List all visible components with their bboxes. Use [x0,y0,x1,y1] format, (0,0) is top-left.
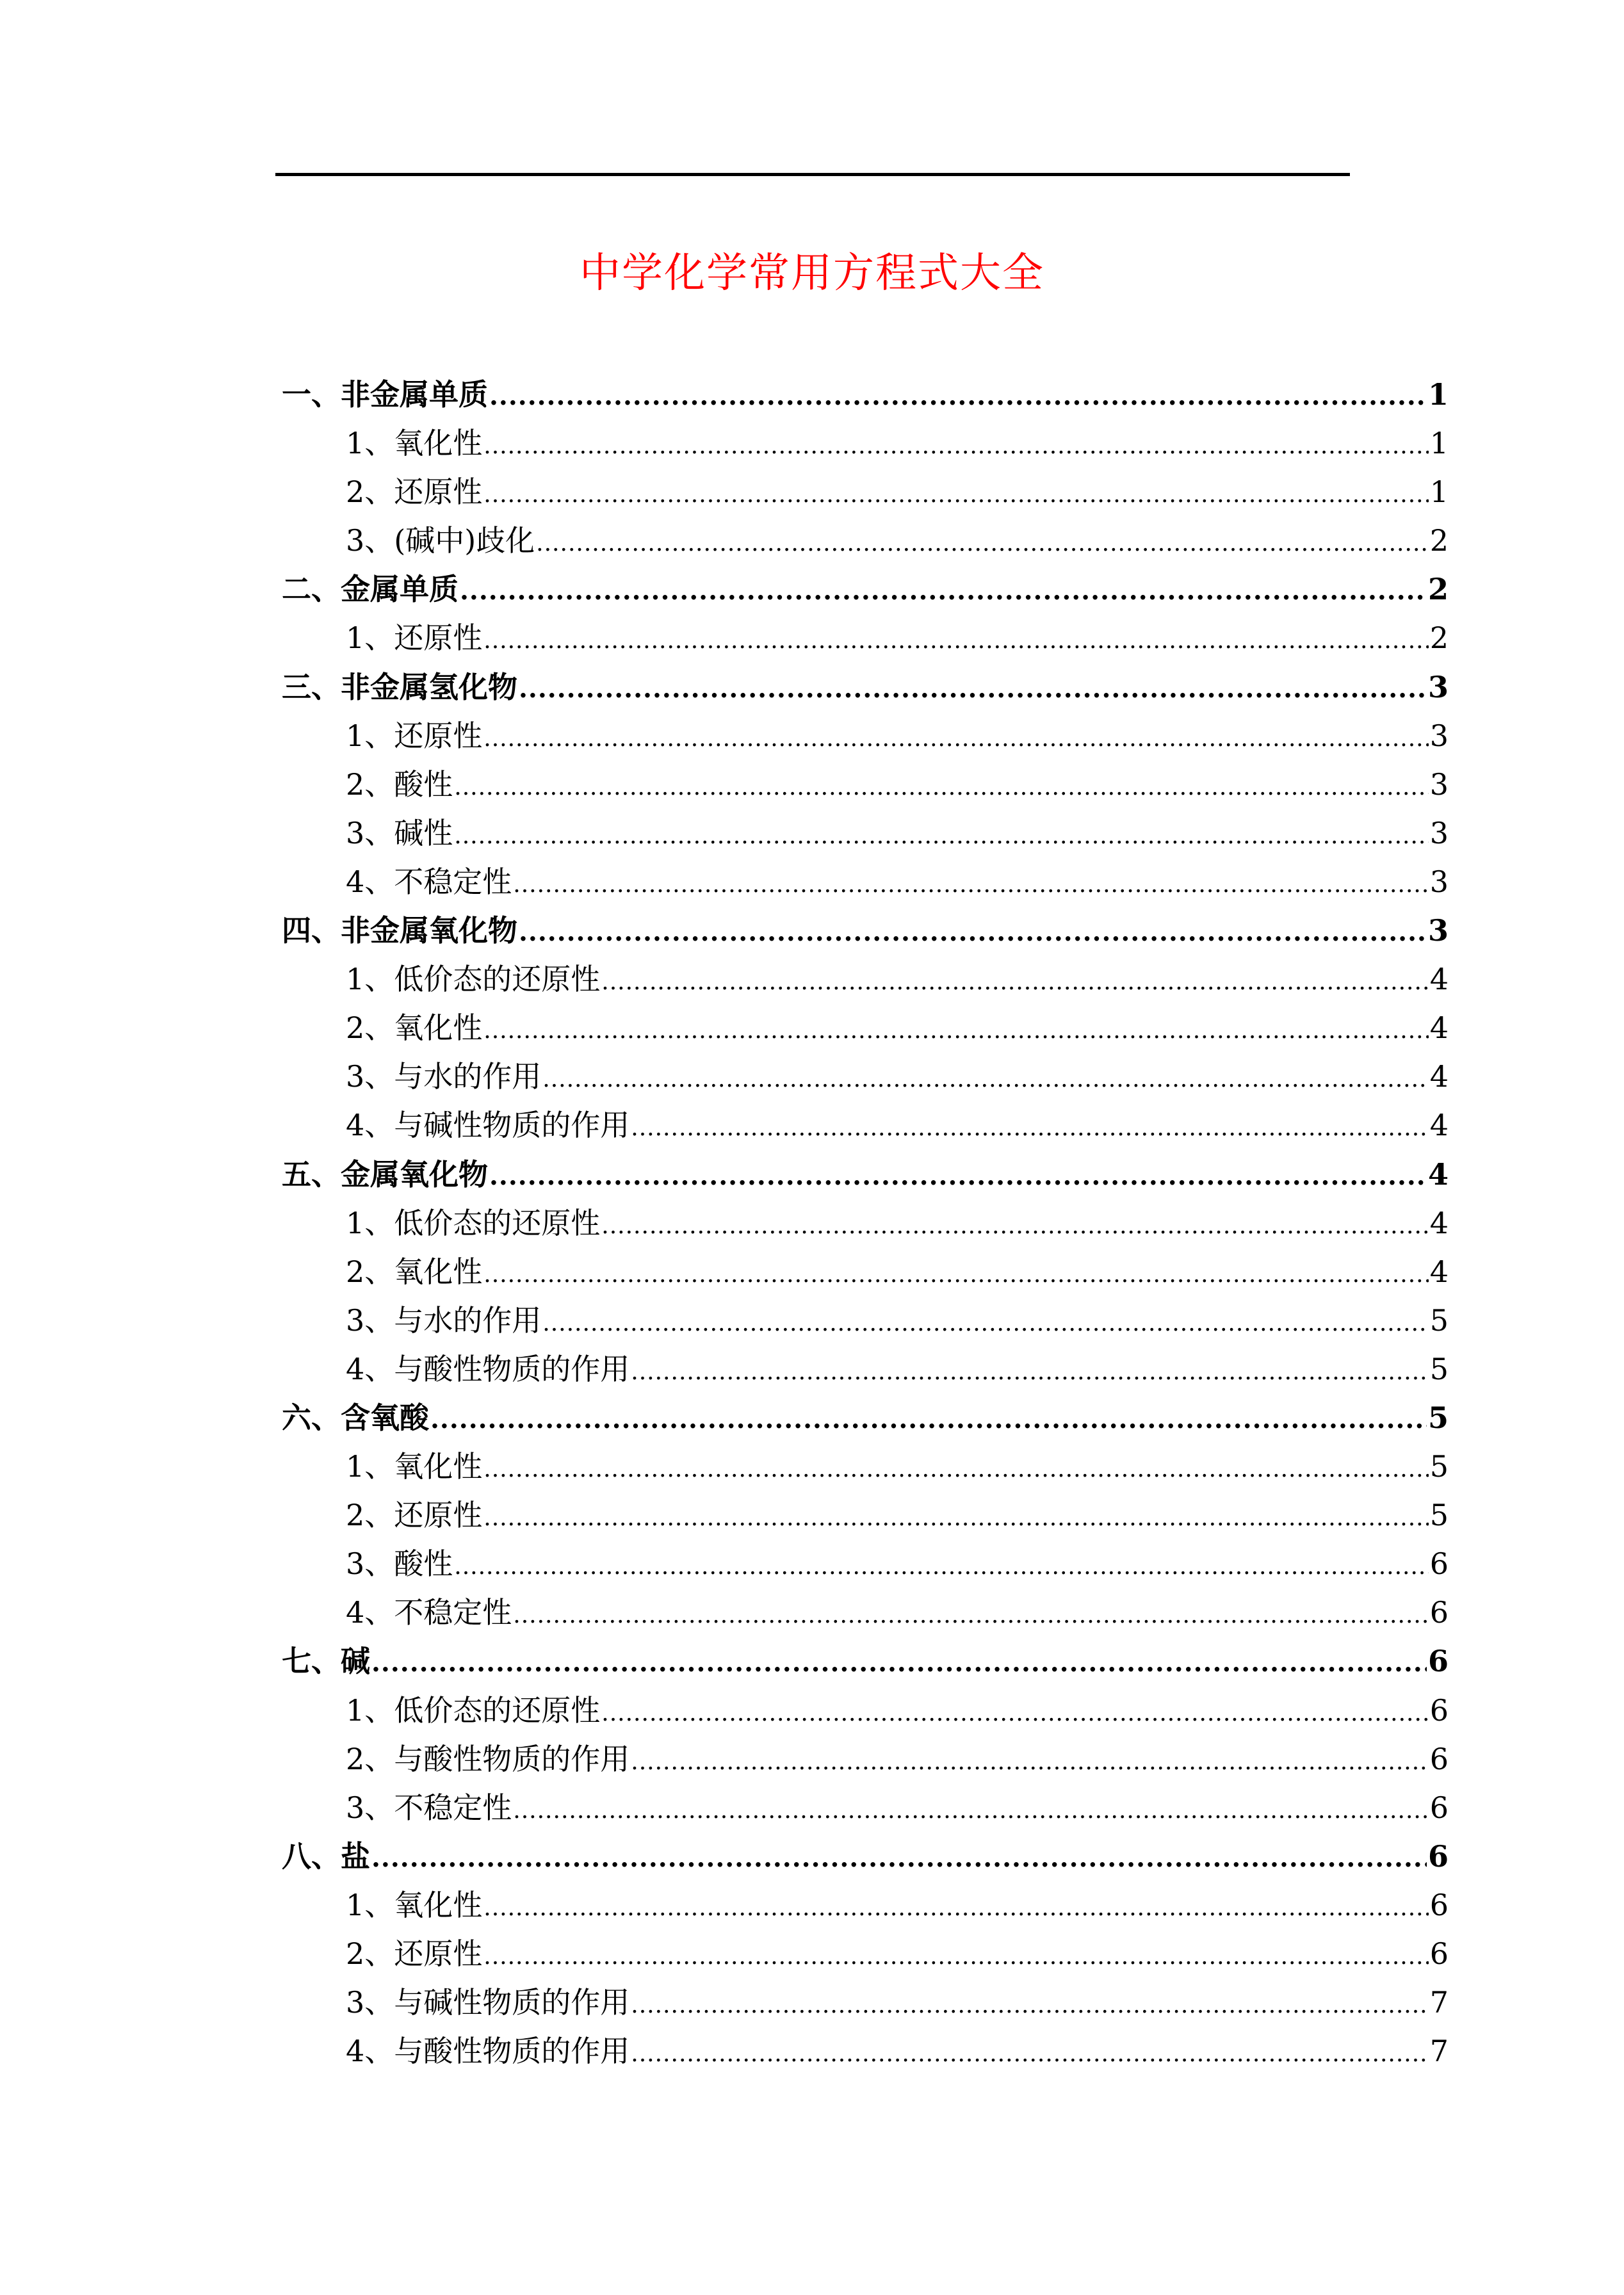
toc-page-number: 7 [1429,2034,1449,2069]
toc-page-number: 2 [1427,572,1449,607]
toc-section-entry[interactable] [282,370,1449,419]
toc-section-entry[interactable] [282,1393,1449,1442]
toc-entry-label: 八、盐 [282,1838,370,1874]
toc-subsection-entry[interactable] [282,419,1449,467]
toc-page-number: 4 [1429,1108,1449,1143]
toc-dot-leader [631,1738,1428,1787]
toc-dot-leader [631,2030,1428,2079]
toc-page-number: 3 [1427,669,1449,704]
toc-dot-leader [454,812,1428,861]
toc-section-entry[interactable] [282,1832,1449,1881]
toc-dot-leader [483,715,1428,763]
toc-section-entry[interactable] [282,565,1449,613]
toc-entry-label: 3、酸性 [346,1546,453,1582]
toc-subsection-entry[interactable] [282,1101,1449,1149]
toc-entry-label: 4、不稳定性 [346,1595,512,1630]
toc-entry-label: 三、非金属氢化物 [282,669,517,704]
toc-page-number: 6 [1429,1790,1449,1825]
toc-entry-label: 2、酸性 [346,766,453,802]
toc-dot-leader [483,1251,1428,1299]
toc-entry-label: 2、还原性 [346,474,483,510]
toc-page-number: 4 [1429,1059,1449,1094]
toc-subsection-entry[interactable] [282,1247,1449,1296]
toc-dot-leader [519,665,1427,713]
toc-subsection-entry[interactable] [282,809,1449,857]
toc-entry-label: 1、还原性 [346,718,483,753]
toc-page-number: 3 [1429,815,1449,850]
toc-page-number: 4 [1429,1010,1449,1046]
toc-page-number: 4 [1429,962,1449,997]
toc-dot-leader [483,1445,1428,1494]
toc-page-number: 3 [1429,766,1449,802]
toc-subsection-entry[interactable] [282,1539,1449,1588]
toc-subsection-entry[interactable] [282,1345,1449,1393]
toc-page-number: 5 [1427,1400,1449,1435]
toc-dot-leader [601,958,1428,1007]
toc-dot-leader [483,1494,1428,1543]
toc-page-number: 2 [1429,620,1449,656]
toc-dot-leader [483,1933,1428,1981]
toc-dot-leader [542,1055,1428,1104]
toc-dot-leader [489,372,1427,421]
toc-page-number: 6 [1429,1692,1449,1728]
toc-dot-leader [460,567,1427,615]
toc-subsection-entry[interactable] [282,1978,1449,2027]
toc-subsection-entry[interactable] [282,1881,1449,1929]
toc-dot-leader [601,1689,1428,1738]
toc-page-number: 5 [1429,1449,1449,1484]
toc-page-number: 5 [1429,1302,1449,1338]
toc-page-number: 1 [1429,474,1449,510]
toc-page-number: 3 [1429,864,1449,899]
toc-subsection-entry[interactable] [282,1735,1449,1783]
toc-entry-label: 一、非金属单质 [282,377,488,412]
toc-entry-label: 3、与碱性物质的作用 [346,1985,630,2020]
toc-page-number: 3 [1427,913,1449,948]
toc-subsection-entry[interactable] [282,711,1449,760]
toc-subsection-entry[interactable] [282,1491,1449,1539]
toc-section-entry[interactable] [282,663,1449,711]
toc-entry-label: 2、氧化性 [346,1254,483,1289]
toc-page-number: 6 [1429,1546,1449,1582]
toc-page-number: 4 [1429,1254,1449,1289]
toc-subsection-entry[interactable] [282,955,1449,1003]
toc-entry-label: 2、还原性 [346,1498,483,1533]
toc-page-number: 6 [1429,1936,1449,1971]
toc-entry-label: 二、金属单质 [282,572,459,607]
toc-dot-leader [483,1007,1428,1055]
toc-subsection-entry[interactable] [282,1783,1449,1832]
toc-page-number: 4 [1429,1205,1449,1240]
toc-page-number: 1 [1429,426,1449,461]
toc-dot-leader [631,1348,1428,1397]
toc-dot-leader [601,1202,1428,1251]
toc-entry-label: 五、金属氧化物 [282,1156,488,1192]
toc-section-entry[interactable] [282,1637,1449,1685]
toc-entry-label: 4、与酸性物质的作用 [346,1351,630,1386]
toc-dot-leader [483,422,1428,471]
toc-entry-label: 六、含氧酸 [282,1400,429,1435]
toc-subsection-entry[interactable] [282,1052,1449,1101]
toc-page-number: 5 [1429,1351,1449,1386]
toc-dot-leader [513,861,1428,909]
toc-subsection-entry[interactable] [282,1003,1449,1052]
toc-page-number: 4 [1427,1156,1449,1192]
toc-entry-label: 2、还原性 [346,1936,483,1971]
toc-entry-label: 3、与水的作用 [346,1302,542,1338]
toc-dot-leader [542,1299,1428,1348]
toc-page-number: 5 [1429,1498,1449,1533]
document-title: 中学化学常用方程式大全 [580,250,1044,297]
toc-subsection-entry[interactable] [282,1442,1449,1491]
toc-entry-label: 2、氧化性 [346,1010,483,1046]
toc-page-number: 6 [1427,1838,1449,1874]
header-rule [275,173,1350,176]
toc-dot-leader [454,763,1428,812]
toc-page-number: 6 [1427,1644,1449,1679]
toc-subsection-entry[interactable] [282,467,1449,516]
toc-page-number: 7 [1429,1985,1449,2020]
toc-page-number: 6 [1429,1595,1449,1630]
toc-dot-leader [489,1152,1427,1201]
toc-entry-label: 1、低价态的还原性 [346,1692,601,1728]
toc-entry-label: 4、与碱性物质的作用 [346,1108,630,1143]
toc-subsection-entry[interactable] [282,516,1449,565]
toc-dot-leader [513,1591,1428,1640]
toc-subsection-entry[interactable] [282,1199,1449,1247]
toc-entry-label: 4、与酸性物质的作用 [346,2034,630,2069]
toc-entry-label: 2、与酸性物质的作用 [346,1741,630,1776]
toc-page-number: 6 [1429,1741,1449,1776]
toc-subsection-entry[interactable] [282,857,1449,906]
toc-entry-label: 3、不稳定性 [346,1790,512,1825]
toc-entry-label: 1、氧化性 [346,1449,483,1484]
toc-entry-label: 1、低价态的还原性 [346,1205,601,1240]
toc-dot-leader [519,908,1427,957]
toc-entry-label: 4、不稳定性 [346,864,512,899]
toc-entry-label: 1、还原性 [346,620,483,656]
toc-subsection-entry[interactable] [282,1296,1449,1345]
toc-dot-leader [371,1834,1427,1883]
toc-page-number: 6 [1429,1887,1449,1922]
toc-dot-leader [430,1395,1427,1444]
toc-dot-leader [454,1543,1428,1591]
toc-page-number: 3 [1429,718,1449,753]
table-of-contents [282,370,1449,2075]
toc-dot-leader [631,1981,1428,2030]
toc-dot-leader [631,1104,1428,1153]
toc-entry-label: 1、低价态的还原性 [346,962,601,997]
toc-page-number: 1 [1427,377,1449,412]
toc-subsection-entry[interactable] [282,1686,1449,1735]
toc-entry-label: 1、氧化性 [346,426,483,461]
toc-entry-label: 1、氧化性 [346,1887,483,1922]
toc-subsection-entry[interactable] [282,1929,1449,1978]
toc-entry-label: 3、(碱中)歧化 [346,523,535,558]
toc-entry-label: 四、非金属氧化物 [282,913,517,948]
toc-dot-leader [536,519,1429,568]
toc-subsection-entry[interactable] [282,2027,1449,2075]
toc-dot-leader [483,1884,1428,1933]
toc-dot-leader [371,1639,1427,1687]
toc-subsection-entry[interactable] [282,1588,1449,1637]
toc-dot-leader [513,1787,1428,1835]
toc-entry-label: 七、碱 [282,1644,370,1679]
toc-subsection-entry[interactable] [282,613,1449,662]
toc-dot-leader [483,471,1428,519]
toc-subsection-entry[interactable] [282,760,1449,809]
toc-section-entry[interactable] [282,1150,1449,1199]
toc-entry-label: 3、碱性 [346,815,453,850]
toc-entry-label: 3、与水的作用 [346,1059,542,1094]
toc-page-number: 2 [1429,523,1449,558]
toc-dot-leader [483,617,1428,665]
toc-section-entry[interactable] [282,906,1449,955]
